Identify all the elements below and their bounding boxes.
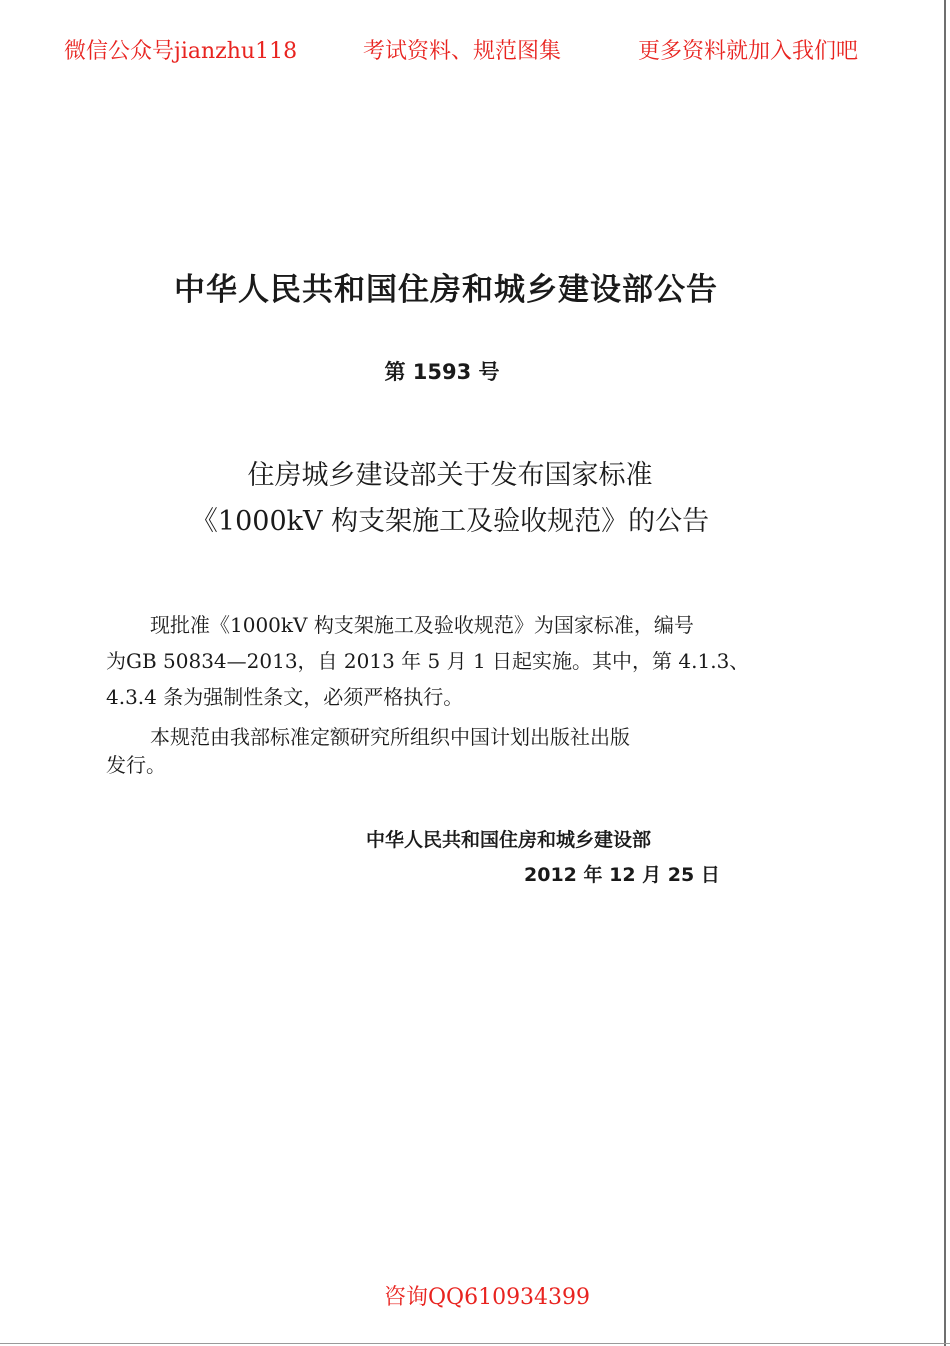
announcement-subtitle-line1: 住房城乡建设部关于发布国家标准 — [247, 460, 653, 491]
banner-wechat: 微信公众号jianzhu118 — [64, 39, 298, 64]
body-line: 4.3.4 条为强制性条文，必须严格执行。 — [106, 685, 464, 709]
body-line: 为GB 50834—2013，自 2013 年 5 月 1 日起实施。其中，第 4.1.3、 — [106, 649, 750, 673]
signature-date: 2012 年 12 月 25 日 — [524, 864, 720, 886]
scan-edge-bottom-line — [0, 1343, 950, 1344]
body-line: 本规范由我部标准定额研究所组织中国计划出版社出版 — [150, 725, 630, 749]
contact-footer: 咨询QQ610934399 — [384, 1285, 591, 1310]
body-line: 发行。 — [106, 753, 166, 777]
body-line: 现批准《1000kV 构支架施工及验收规范》为国家标准，编号 — [150, 613, 694, 637]
banner-join: 更多资料就加入我们吧 — [638, 39, 859, 64]
announcement-number: 第 1593 号 — [384, 360, 500, 384]
scan-edge-line — [944, 0, 946, 1346]
signature-organization: 中华人民共和国住房和城乡建设部 — [366, 829, 652, 851]
banner-resources: 考试资料、规范图集 — [363, 39, 562, 64]
announcement-title: 中华人民共和国住房和城乡建设部公告 — [174, 272, 718, 308]
announcement-subtitle-line2: 《1000kV 构支架施工及验收规范》的公告 — [190, 506, 710, 537]
